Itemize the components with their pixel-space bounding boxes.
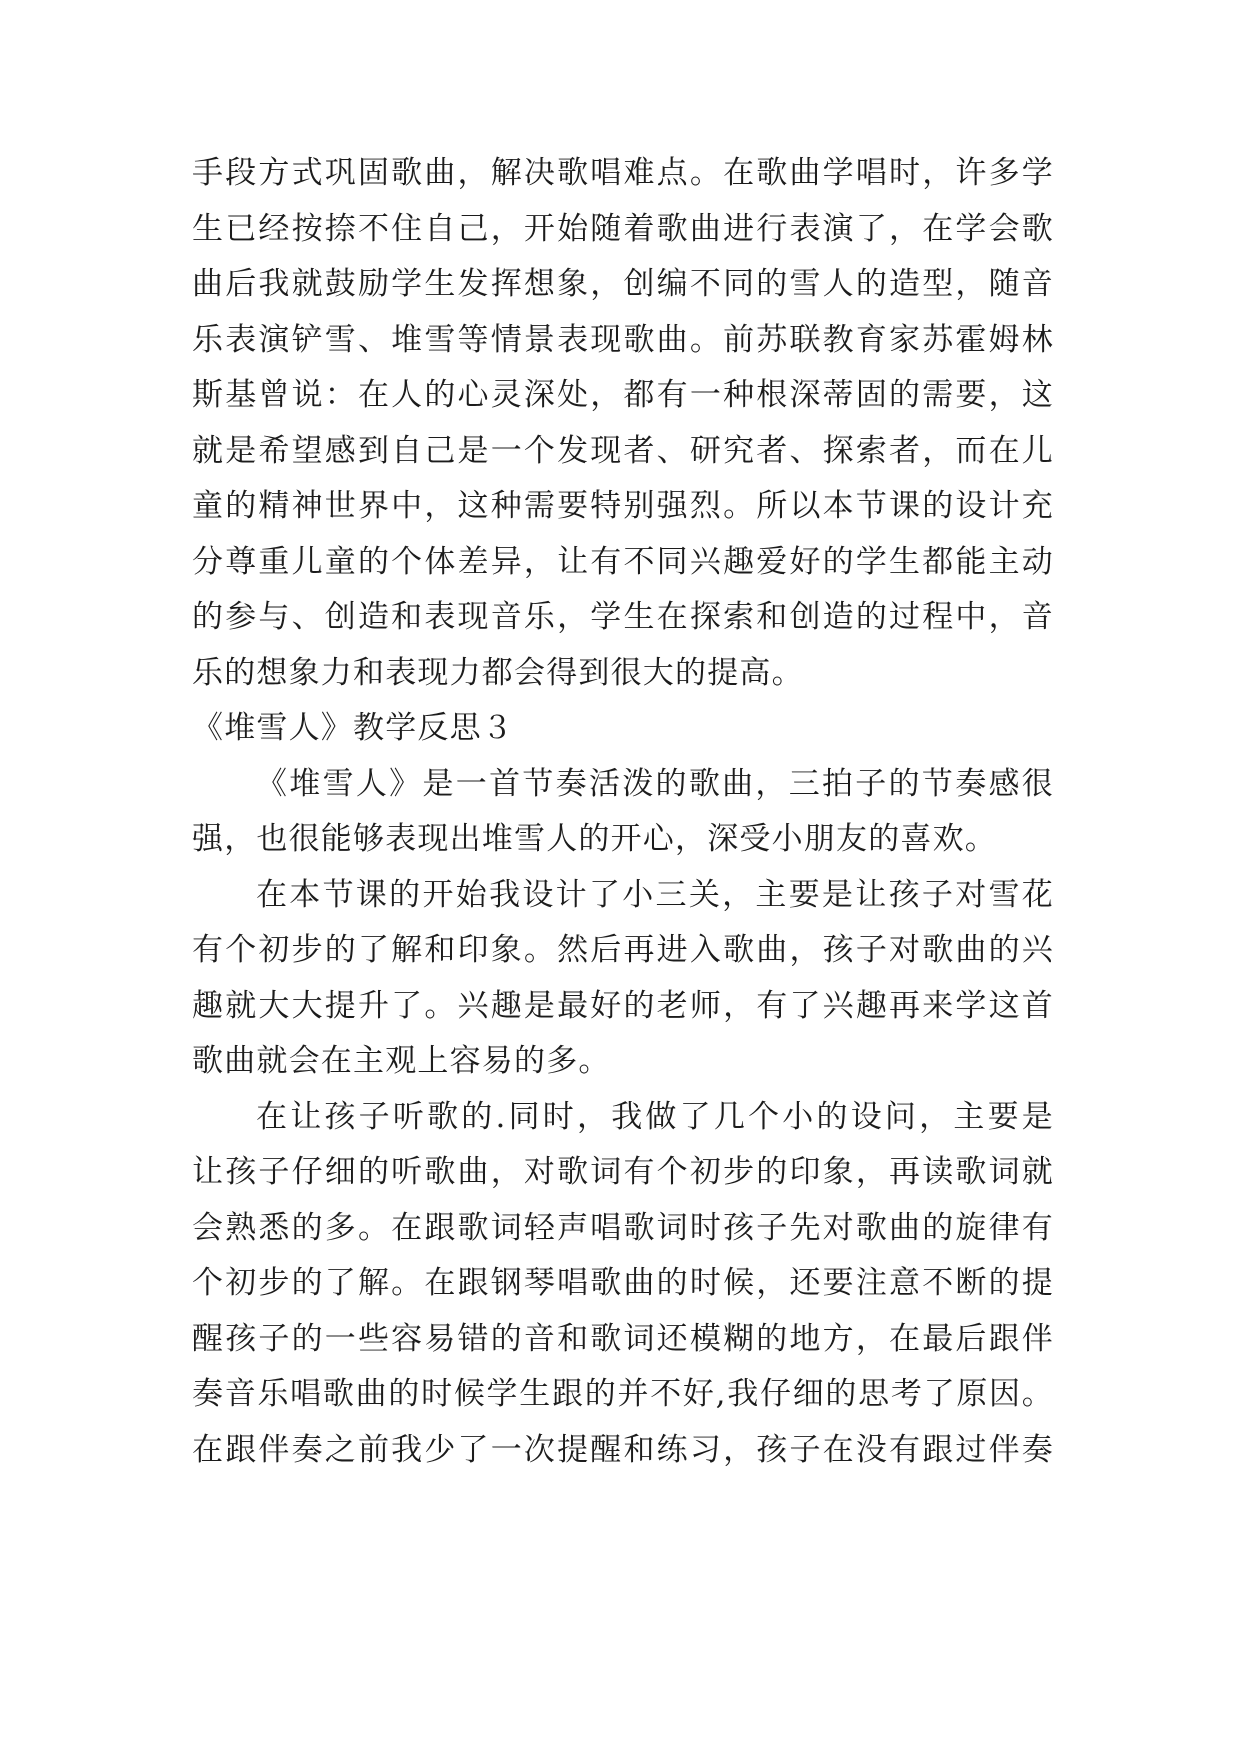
text-line: 童的精神世界中，这种需要特别强烈。所以本节课的设计充 xyxy=(192,488,1054,524)
text-line: 分尊重儿童的个体差异，让有不同兴趣爱好的学生都能主动 xyxy=(192,543,1054,580)
text-line: 趣就大大提升了。兴趣是最好的老师，有了兴趣再来学这首 xyxy=(192,987,1054,1024)
text-line: 的参与、创造和表现音乐，学生在探索和创造的过程中，音 xyxy=(192,599,1054,635)
text-line: 醒孩子的一些容易错的音和歌词还模糊的地方，在最后跟伴 xyxy=(192,1320,1054,1357)
text-line: 会熟悉的多。在跟歌词轻声唱歌词时孩子先对歌曲的旋律有 xyxy=(192,1209,1054,1246)
text-line: 有个初步的了解和印象。然后再进入歌曲，孩子对歌曲的兴 xyxy=(192,932,1054,968)
section-heading: 《堆雪人》教学反思３ xyxy=(192,710,514,746)
text-line: 斯基曾说：在人的心灵深处，都有一种根深蒂固的需要，这 xyxy=(192,377,1054,413)
text-line: 在跟伴奏之前我少了一次提醒和练习，孩子在没有跟过伴奏 xyxy=(192,1431,1054,1468)
text-line: 个初步的了解。在跟钢琴唱歌曲的时候，还要注意不断的提 xyxy=(192,1265,1054,1301)
text-line: 歌曲就会在主观上容易的多。 xyxy=(192,1043,611,1079)
paragraph-intro xyxy=(192,757,1054,868)
text-line: 强，也很能够表现出堆雪人的开心，深受小朋友的喜欢。 xyxy=(192,821,997,857)
document-body xyxy=(192,146,1054,1478)
text-line: 在本节课的开始我设计了小三关，主要是让孩子对雪花 xyxy=(256,876,1054,913)
text-line: 在让孩子听歌的.同时，我做了几个小的设问，主要是 xyxy=(256,1098,1054,1135)
text-line: 就是希望感到自己是一个发现者、研究者、探索者，而在儿 xyxy=(192,432,1054,469)
text-line: 手段方式巩固歌曲，解决歌唱难点。在歌曲学唱时，许多学 xyxy=(192,155,1054,191)
paragraph-lesson-start xyxy=(192,868,1054,1090)
text-line: 奏音乐唱歌曲的时候学生跟的并不好,我仔细的思考了原因。 xyxy=(192,1376,1054,1412)
text-line: 乐表演铲雪、堆雪等情景表现歌曲。前苏联教育家苏霍姆林 xyxy=(192,321,1054,358)
text-line: 生已经按捺不住自己，开始随着歌曲进行表演了，在学会歌 xyxy=(192,210,1054,247)
paragraph-listening xyxy=(192,1090,1054,1479)
text-line: 曲后我就鼓励学生发挥想象，创编不同的雪人的造型，随音 xyxy=(192,266,1054,302)
text-line: 乐的想象力和表现力都会得到很大的提高。 xyxy=(192,654,804,691)
text-line: 让孩子仔细的听歌曲，对歌词有个初步的印象，再读歌词就 xyxy=(192,1154,1054,1190)
text-line: 《堆雪人》是一首节奏活泼的歌曲，三拍子的节奏感很 xyxy=(256,765,1054,802)
continued-paragraph xyxy=(192,146,1054,701)
